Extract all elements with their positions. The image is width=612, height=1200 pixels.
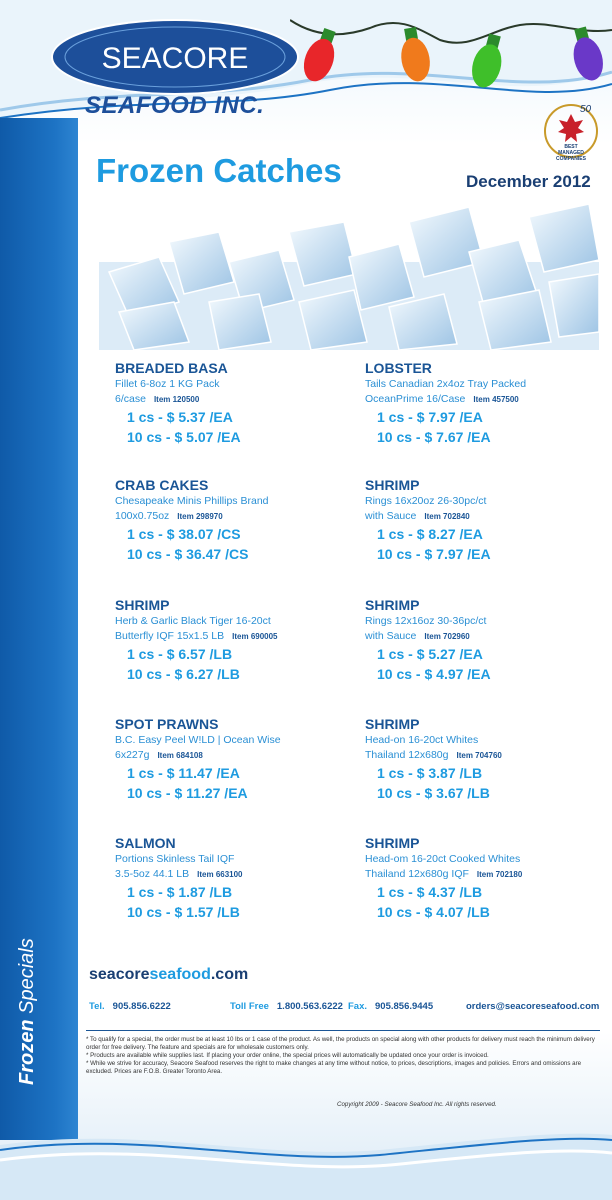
tollfree-number: 1.800.563.6222 xyxy=(276,1001,343,1012)
website-part-b: seafood xyxy=(149,966,211,983)
price-single-case: 1 cs - $ 7.97 /EA xyxy=(377,409,483,425)
product-desc-line2 xyxy=(365,509,605,524)
product-desc-text: 6/case xyxy=(115,393,146,405)
price-single-case: 1 cs - $ 8.27 /EA xyxy=(377,526,483,542)
svg-text:COMPANIES: COMPANIES xyxy=(556,156,586,162)
issue-date: December 2012 xyxy=(466,172,591,191)
product-desc-line2 xyxy=(115,509,355,524)
product-card xyxy=(115,716,355,803)
product-item-number: Item 702840 xyxy=(424,512,470,521)
contact-tollfree xyxy=(230,1001,343,1012)
product-desc-line2 xyxy=(365,867,605,882)
logo-subtitle: SEAFOOD INC. xyxy=(85,92,265,119)
product-desc-text: Thailand 12x680g xyxy=(365,749,449,761)
price-single-case: 1 cs - $ 38.07 /CS xyxy=(127,526,241,542)
price-ten-cases: 10 cs - $ 7.67 /EA xyxy=(377,429,491,445)
price-single-case: 1 cs - $ 5.37 /EA xyxy=(127,409,233,425)
sidebar-title xyxy=(16,938,39,1085)
product-desc-line1: Rings 12x16oz 30-36pc/ct xyxy=(365,615,487,627)
fax-label: Fax. xyxy=(348,1001,368,1012)
website-link[interactable] xyxy=(89,966,248,984)
svg-text:50: 50 xyxy=(580,104,592,115)
product-name: LOBSTER xyxy=(365,360,432,376)
product-name: SHRIMP xyxy=(365,716,420,732)
product-name: SHRIMP xyxy=(115,597,170,613)
product-desc-line1: B.C. Easy Peel W!LD | Ocean Wise xyxy=(115,734,281,746)
price-single-case: 1 cs - $ 3.87 /LB xyxy=(377,765,483,781)
product-desc-line2 xyxy=(115,392,355,407)
product-desc-line1: Chesapeake Minis Phillips Brand xyxy=(115,495,269,507)
price-single-case: 1 cs - $ 4.37 /LB xyxy=(377,884,483,900)
price-single-case: 1 cs - $ 5.27 /EA xyxy=(377,646,483,662)
product-item-number: Item 702960 xyxy=(424,632,470,641)
product-item-number: Item 704760 xyxy=(456,751,502,760)
product-desc-text: Thailand 12x680g IQF xyxy=(365,868,469,880)
product-desc-text: with Sauce xyxy=(365,510,417,522)
price-single-case: 1 cs - $ 1.87 /LB xyxy=(127,884,233,900)
product-card xyxy=(365,597,605,684)
website-part-a: seacore xyxy=(89,966,150,983)
sidebar-title-bold: Frozen xyxy=(16,1019,38,1085)
ice-cubes-banner xyxy=(99,202,599,350)
product-desc-text: 100x0.75oz xyxy=(115,510,170,522)
product-desc-text: 6x227g xyxy=(115,749,150,761)
product-desc-line1: Herb & Garlic Black Tiger 16-20ct xyxy=(115,615,271,627)
price-ten-cases: 10 cs - $ 5.07 /EA xyxy=(127,429,241,445)
product-card xyxy=(115,597,355,684)
christmas-lights-icon xyxy=(290,0,612,95)
product-card xyxy=(365,477,605,564)
product-item-number: Item 702180 xyxy=(476,870,523,879)
tel-label: Tel. xyxy=(89,1001,105,1012)
seacore-logo xyxy=(50,18,300,96)
price-ten-cases: 10 cs - $ 7.97 /EA xyxy=(377,546,491,562)
product-item-number: Item 298970 xyxy=(177,512,223,521)
product-desc-line2 xyxy=(365,748,605,763)
svg-text:MANAGED: MANAGED xyxy=(558,150,584,156)
product-desc-text: Butterfly IQF 15x1.5 LB xyxy=(115,630,225,642)
product-item-number: Item 690005 xyxy=(232,632,278,641)
product-name: BREADED BASA xyxy=(115,360,228,376)
price-ten-cases: 10 cs - $ 4.07 /LB xyxy=(377,904,490,920)
product-name: SALMON xyxy=(115,835,176,851)
product-item-number: Item 457500 xyxy=(473,395,519,404)
product-item-number: Item 684108 xyxy=(157,751,203,760)
product-card xyxy=(365,716,605,803)
contact-tel xyxy=(89,1001,171,1012)
product-desc-line2 xyxy=(115,629,355,644)
price-ten-cases: 10 cs - $ 4.97 /EA xyxy=(377,666,491,682)
price-ten-cases: 10 cs - $ 3.67 /LB xyxy=(377,785,490,801)
footer-divider xyxy=(86,1030,600,1031)
price-ten-cases: 10 cs - $ 1.57 /LB xyxy=(127,904,240,920)
product-item-number: Item 663100 xyxy=(197,870,243,879)
product-card xyxy=(115,477,355,564)
product-desc-text: OceanPrime 16/Case xyxy=(365,393,466,405)
product-desc-text: 3.5-5oz 44.1 LB xyxy=(115,868,190,880)
product-desc-line2 xyxy=(365,629,605,644)
product-desc-text: with Sauce xyxy=(365,630,417,642)
product-name: SHRIMP xyxy=(365,835,420,851)
product-desc-line1: Portions Skinless Tail IQF xyxy=(115,853,235,865)
product-card xyxy=(365,835,605,922)
product-card xyxy=(115,835,355,922)
product-desc-line2 xyxy=(365,392,605,407)
product-item-number: Item 120500 xyxy=(153,395,200,404)
tollfree-label: Toll Free xyxy=(230,1001,269,1012)
product-name: SHRIMP xyxy=(365,477,420,493)
price-ten-cases: 10 cs - $ 36.47 /CS xyxy=(127,546,249,562)
website-part-c: .com xyxy=(210,966,249,983)
product-desc-line2 xyxy=(115,748,355,763)
price-single-case: 1 cs - $ 11.47 /EA xyxy=(127,765,240,781)
product-desc-line2 xyxy=(115,867,355,882)
bottom-wave-decoration xyxy=(0,1125,612,1200)
product-desc-line1: Head-on 16-20ct Whites xyxy=(365,734,479,746)
svg-text:SEACORE: SEACORE xyxy=(101,42,249,75)
contact-email[interactable]: orders@seacoreseafood.com xyxy=(466,1001,600,1012)
contact-fax xyxy=(348,1001,433,1012)
price-ten-cases: 10 cs - $ 6.27 /LB xyxy=(127,666,240,682)
page-title: Frozen Catches xyxy=(96,152,342,189)
product-name: SHRIMP xyxy=(365,597,420,613)
product-desc-line1: Fillet 6-8oz 1 KG Pack xyxy=(115,378,220,390)
tel-number: 905.856.6222 xyxy=(112,1001,171,1012)
product-name: CRAB CAKES xyxy=(115,477,209,493)
product-desc-line1: Head-om 16-20ct Cooked Whites xyxy=(365,853,521,865)
product-card xyxy=(365,360,605,447)
product-name: SPOT PRAWNS xyxy=(115,716,219,732)
sidebar-title-rest: Specials xyxy=(16,938,38,1020)
price-single-case: 1 cs - $ 6.57 /LB xyxy=(127,646,233,662)
svg-text:BEST: BEST xyxy=(564,144,578,150)
sidebar-band xyxy=(0,118,78,1140)
best-managed-companies-badge xyxy=(540,100,602,162)
product-desc-line1: Tails Canadian 2x4oz Tray Packed xyxy=(365,378,527,390)
price-ten-cases: 10 cs - $ 11.27 /EA xyxy=(127,785,248,801)
product-card xyxy=(115,360,355,447)
fine-print: * To qualify for a special, the order must be at least 10 lbs or 1 case of the product. As well, the products on special along with other products for delivery must reach the minimum delivery order for free delivery. The feature and specials are for wholesale customers only. * Products are available while supplies last. If placing your order online, the special prices will automatically be updated once your order is invoiced. * While we strive for accuracy, Seacore Seafood reserves the right to make changes at any time without notice, to prices, descriptions, images and policies. Errors and omissions are excluded. Prices are F.O.B. Greater Toronto Area. xyxy=(86,1036,595,1075)
product-desc-line1: Rings 16x20oz 26-30pc/ct xyxy=(365,495,487,507)
fax-number: 905.856.9445 xyxy=(375,1001,434,1012)
copyright: Copyright 2009 - Seacore Seafood Inc. All rights reserved. xyxy=(337,1101,497,1108)
